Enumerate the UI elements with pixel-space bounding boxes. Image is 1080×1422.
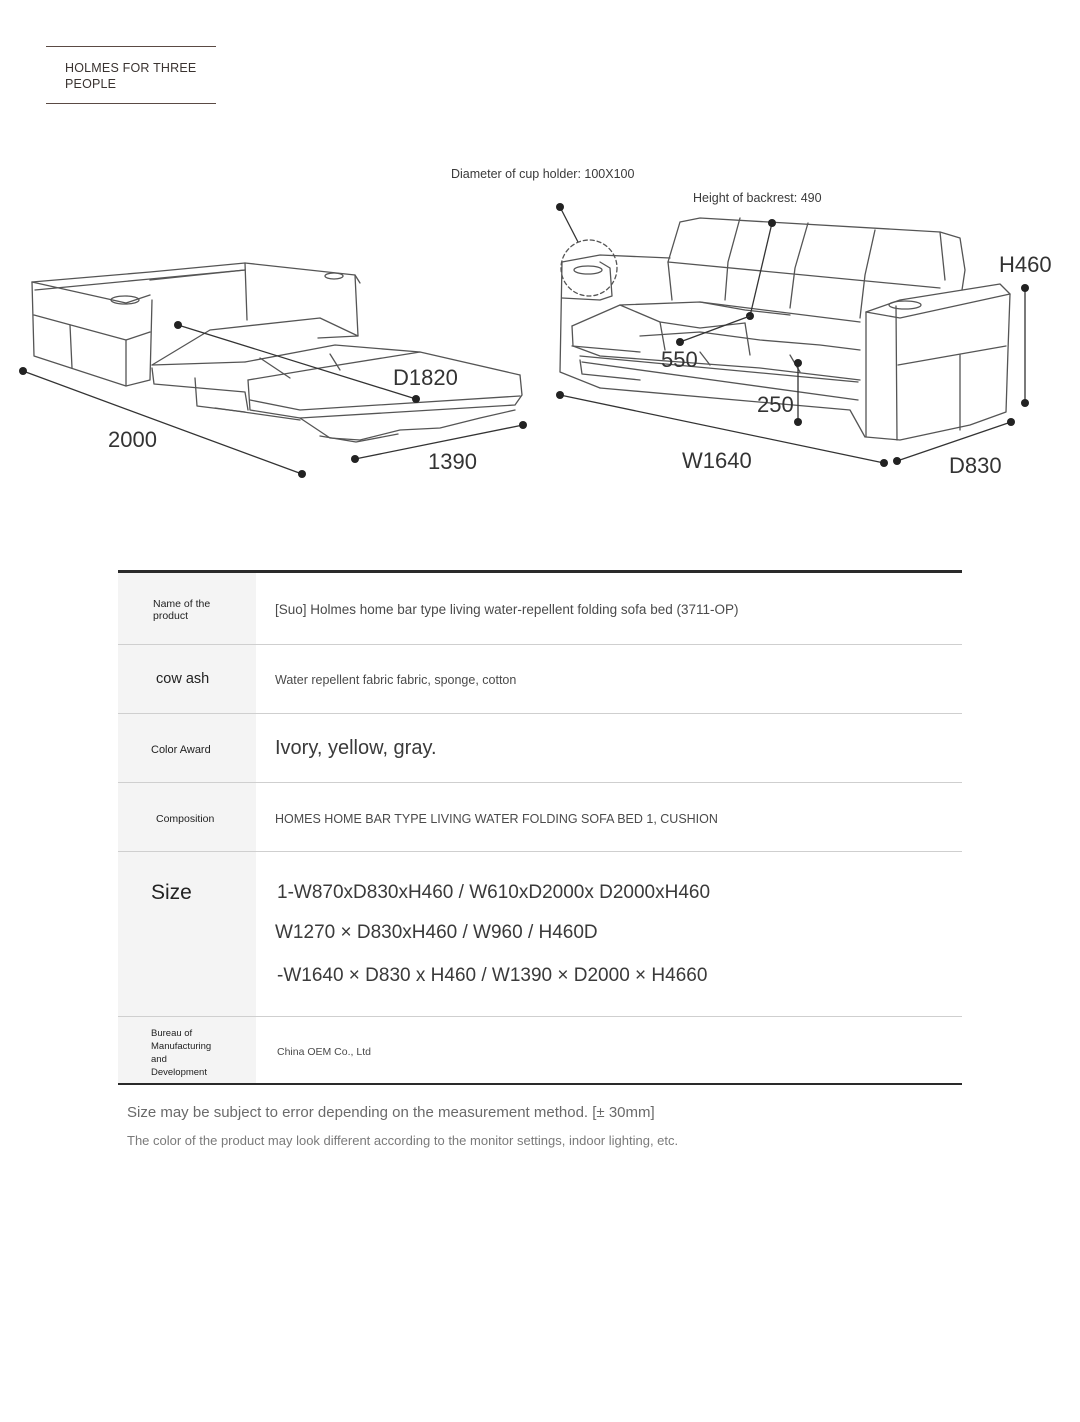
- size-line-1: 1-W870xD830xH460 / W610xD2000x D2000xH460: [277, 882, 711, 903]
- table-row-color: [118, 714, 962, 783]
- row-value: China OEM Co., Ltd: [277, 1046, 371, 1058]
- dimension-diagram: [0, 150, 1080, 500]
- dim-seat-250: 250: [757, 392, 794, 417]
- size-line-3: -W1640 × D830 x H460 / W1390 × D2000 × H4660: [277, 965, 708, 986]
- table-row-size: [118, 852, 962, 1017]
- row-value: HOMES HOME BAR TYPE LIVING WATER FOLDING SOFA BED 1, CUSHION: [275, 812, 718, 826]
- row-label: Bureau of Manufacturing and Development: [151, 1028, 212, 1078]
- dimension-lines: [19, 203, 1029, 478]
- product-title-block: [46, 46, 216, 104]
- sofa-bed-drawing: [32, 263, 522, 442]
- dim-width-w1640: W1640: [682, 448, 752, 473]
- cup-holder-note: Diameter of cup holder: 100X100: [451, 167, 635, 181]
- table-row-product-name: [118, 573, 962, 645]
- dim-seat-550: 550: [661, 347, 698, 372]
- dim-height-h460: H460: [999, 252, 1052, 277]
- size-error-note: Size may be subject to error depending on the measurement method. [± 30mm]: [127, 1104, 655, 1121]
- table-row-material: [118, 645, 962, 714]
- row-label: Size: [151, 881, 192, 904]
- size-line-2: W1270 × D830xH460 / W960 / H460D: [275, 922, 598, 943]
- dim-depth-d830: D830: [949, 453, 1002, 478]
- row-value: [Suo] Holmes home bar type living water-repellent folding sofa bed (3711-OP): [275, 602, 739, 617]
- row-value: Ivory, yellow, gray.: [275, 737, 437, 759]
- cup-holder-highlight: [561, 240, 617, 296]
- row-label: Name of the product: [153, 598, 211, 622]
- row-label: Composition: [156, 813, 215, 825]
- table-row-manufacturer: [118, 1017, 962, 1083]
- table-row-composition: [118, 783, 962, 852]
- backrest-note: Height of backrest: 490: [693, 191, 822, 205]
- row-value: Water repellent fabric fabric, sponge, cotton: [275, 673, 517, 687]
- row-label: cow ash: [156, 671, 210, 687]
- dim-length-2000: 2000: [108, 427, 157, 452]
- row-label: Color Award: [151, 744, 211, 756]
- color-variance-note: The color of the product may look different according to the monitor settings, indoor lighting, etc.: [127, 1133, 679, 1148]
- sofa-diagram-svg: [0, 150, 1080, 500]
- spec-table: [118, 570, 962, 1085]
- dim-width-1390: 1390: [428, 449, 477, 474]
- dim-depth-d1820: D1820: [393, 365, 458, 390]
- product-title: HOLMES FOR THREE PEOPLE: [65, 61, 197, 91]
